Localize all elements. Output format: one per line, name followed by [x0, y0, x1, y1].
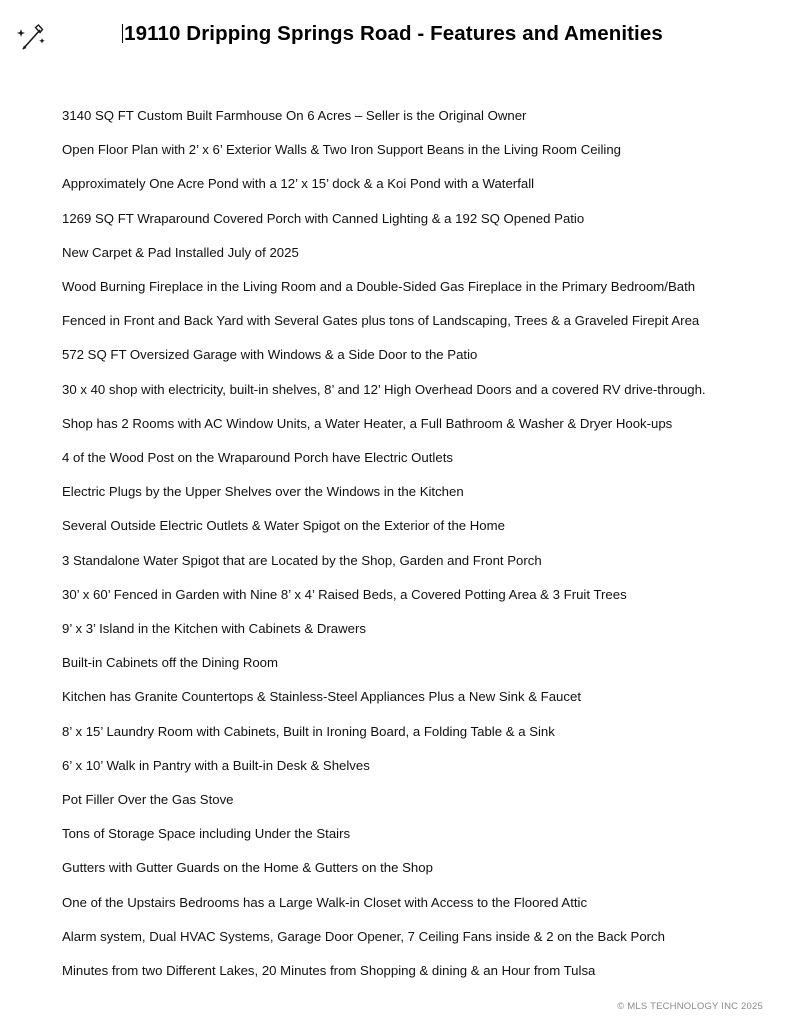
list-item: 9’ x 3’ Island in the Kitchen with Cabinets & Drawers [62, 621, 366, 637]
list-item: 4 of the Wood Post on the Wraparound Porch have Electric Outlets [62, 450, 453, 466]
list-item: Pot Filler Over the Gas Stove [62, 792, 234, 808]
list-item: Kitchen has Granite Countertops & Stainless-Steel Appliances Plus a New Sink & Faucet [62, 689, 581, 705]
list-item: 3 Standalone Water Spigot that are Located by the Shop, Garden and Front Porch [62, 552, 542, 568]
features-list [62, 108, 745, 997]
list-item: Open Floor Plan with 2’ x 6’ Exterior Walls & Two Iron Support Beans in the Living Room Ceiling [62, 142, 622, 158]
list-item: 6’ x 10’ Walk in Pantry with a Built-in Desk & Shelves [62, 757, 370, 773]
footer-copyright: © MLS TECHNOLOGY INC 2025 [617, 1001, 763, 1012]
list-item: Fenced in Front and Back Yard with Several Gates plus tons of Landscaping, Trees & a Graveled Firepit Area [62, 313, 700, 329]
list-item: New Carpet & Pad Installed July of 2025 [62, 244, 299, 260]
text-caret [122, 24, 123, 43]
list-item: 1269 SQ FT Wraparound Covered Porch with Canned Lighting & a 192 SQ Opened Patio [62, 210, 585, 226]
list-item: Alarm system, Dual HVAC Systems, Garage Door Opener, 7 Ceiling Fans inside & 2 on the Back Porch [62, 928, 665, 944]
list-item: 30’ x 60’ Fenced in Garden with Nine 8’ x 4’ Raised Beds, a Covered Potting Area & 3 Fruit Trees [62, 586, 627, 602]
list-item: Minutes from two Different Lakes, 20 Minutes from Shopping & dining & an Hour from Tulsa [62, 963, 596, 979]
list-item: Approximately One Acre Pond with a 12’ x 15’ dock & a Koi Pond with a Waterfall [62, 176, 535, 192]
list-item: Built-in Cabinets off the Dining Room [62, 655, 278, 671]
list-item: Wood Burning Fireplace in the Living Room and a Double-Sided Gas Fireplace in the Primary Bedroom/Bath [62, 279, 696, 295]
list-item: One of the Upstairs Bedrooms has a Large Walk-in Closet with Access to the Floored Attic [62, 894, 588, 910]
list-item: Gutters with Gutter Guards on the Home & Gutters on the Shop [62, 860, 433, 876]
list-item: Tons of Storage Space including Under the Stairs [62, 826, 351, 842]
list-item: Electric Plugs by the Upper Shelves over the Windows in the Kitchen [62, 484, 464, 500]
list-item: Shop has 2 Rooms with AC Window Units, a Water Heater, a Full Bathroom & Washer & Dryer Hook-ups [62, 415, 673, 431]
page-title [0, 22, 785, 46]
list-item: Several Outside Electric Outlets & Water Spigot on the Exterior of the Home [62, 518, 505, 534]
page-title-text: 19110 Dripping Springs Road - Features and Amenities [124, 22, 663, 45]
list-item: 8’ x 15’ Laundry Room with Cabinets, Built in Ironing Board, a Folding Table & a Sink [62, 723, 555, 739]
list-item: 572 SQ FT Oversized Garage with Windows & a Side Door to the Patio [62, 347, 478, 363]
list-item: 30 x 40 shop with electricity, built-in shelves, 8’ and 12’ High Overhead Doors and a covered RV drive-through. [62, 381, 706, 397]
list-item: 3140 SQ FT Custom Built Farmhouse On 6 Acres – Seller is the Original Owner [62, 108, 527, 123]
